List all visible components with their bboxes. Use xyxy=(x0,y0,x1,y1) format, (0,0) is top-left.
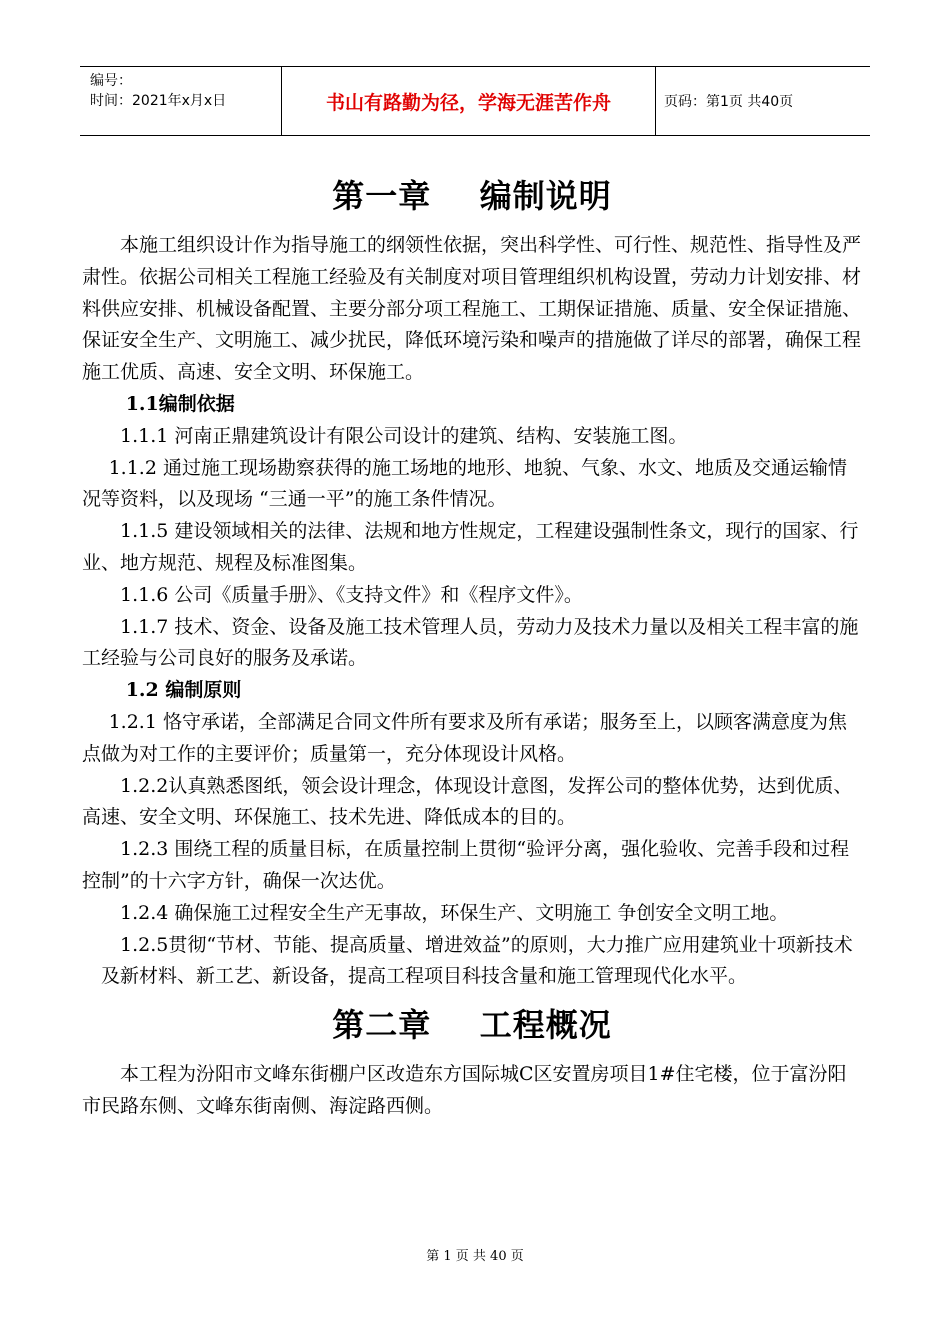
clause-1-2-5: 1.2.5贯彻“节材、节能、提高质量、增进效益”的原则，大力推广应用建筑业十项新技术及新材料、新工艺、新设备，提高工程项目科技含量和施工管理现代化水平。 xyxy=(101,933,853,988)
time-label: 时间：2021年x月x日 xyxy=(90,93,227,109)
clause-1-1-2: 1.1.2 通过施工现场勘察获得的施工场地的地形、地貌、气象、水文、地质及交通运输情况等资料，以及现场 “三通一平”的施工条件情况。 xyxy=(82,456,847,511)
clause-1-2-4: 1.2.4 确保施工过程安全生产无事故，环保生产、文明施工 争创安全文明工地。 xyxy=(120,901,789,924)
clause-1-1-7: 1.1.7 技术、资金、设备及施工技术管理人员，劳动力及技术力量以及相关工程丰富的施工经验与公司良好的服务及承诺。 xyxy=(82,615,859,670)
clause-1-2-2: 1.2.2认真熟悉图纸，领会设计理念，体现设计意图，发挥公司的整体优势，达到优质、高速、安全文明、环保施工、技术先进、降低成本的目的。 xyxy=(82,774,853,829)
section-1-1-title: 1.1编制依据 xyxy=(125,392,235,415)
chapter-1-title: 第一章 编制说明 xyxy=(332,177,612,215)
page-header xyxy=(80,66,870,136)
document-body xyxy=(82,166,862,1123)
clause-1-1-1: 1.1.1 河南正鼎建筑设计有限公司设计的建筑、结构、安装施工图。 xyxy=(120,424,688,447)
clause-1-1-5: 1.1.5 建设领域相关的法律、法规和地方性规定，工程建设强制性条文，现行的国家、行业、地方规范、规程及标准图集。 xyxy=(82,520,859,574)
clause-1-2-3: 1.2.3 围绕工程的质量目标，在质量控制上贯彻“验评分离，强化验收、完善手段和过程控制”的十六字方针，确保一次达优。 xyxy=(82,838,850,892)
number-label: 编号： xyxy=(90,73,132,89)
header-motto: 书山有路勤为径，学海无涯苦作舟 xyxy=(282,67,656,135)
chapter-2-intro: 本工程为汾阳市文峰东街棚户区改造东方国际城C区安置房项目1#住宅楼，位于富汾阳市民路东侧、文峰东街南侧、海淀路西侧。 xyxy=(82,1063,847,1117)
chapter-1-intro: 本施工组织设计作为指导施工的纲领性依据，突出科学性、可行性、规范性、指导性及严肃性。依据公司相关工程施工经验及有关制度对项目管理组织机构设置，劳动力计划安排、材料供应安排、机械设备配置、主要分部分项工程施工、工期保证措施、质量、安全保证措施、保证安全生产、文明施工、减少扰民，降低环境污染和噪声的措施做了详尽的部署，确保工程施工优质、高速、安全文明、环保施工。 xyxy=(82,234,862,384)
header-meta xyxy=(80,67,282,135)
clause-1-1-6: 1.1.6 公司《质量手册》、《支持文件》和《程序文件》。 xyxy=(120,583,583,606)
header-page-number: 页码：第1页 共40页 xyxy=(664,94,794,110)
chapter-2-title: 第二章 工程概况 xyxy=(332,1006,612,1045)
section-1-2-title: 1.2 编制原则 xyxy=(125,679,242,702)
page-footer: 第 1 页 共 40 页 xyxy=(426,1249,524,1264)
clause-1-2-1: 1.2.1 恪守承诺，全部满足合同文件所有要求及所有承诺；服务至上，以顾客满意度为焦点做为对工作的主要评价；质量第一，充分体现设计风格。 xyxy=(82,710,847,765)
